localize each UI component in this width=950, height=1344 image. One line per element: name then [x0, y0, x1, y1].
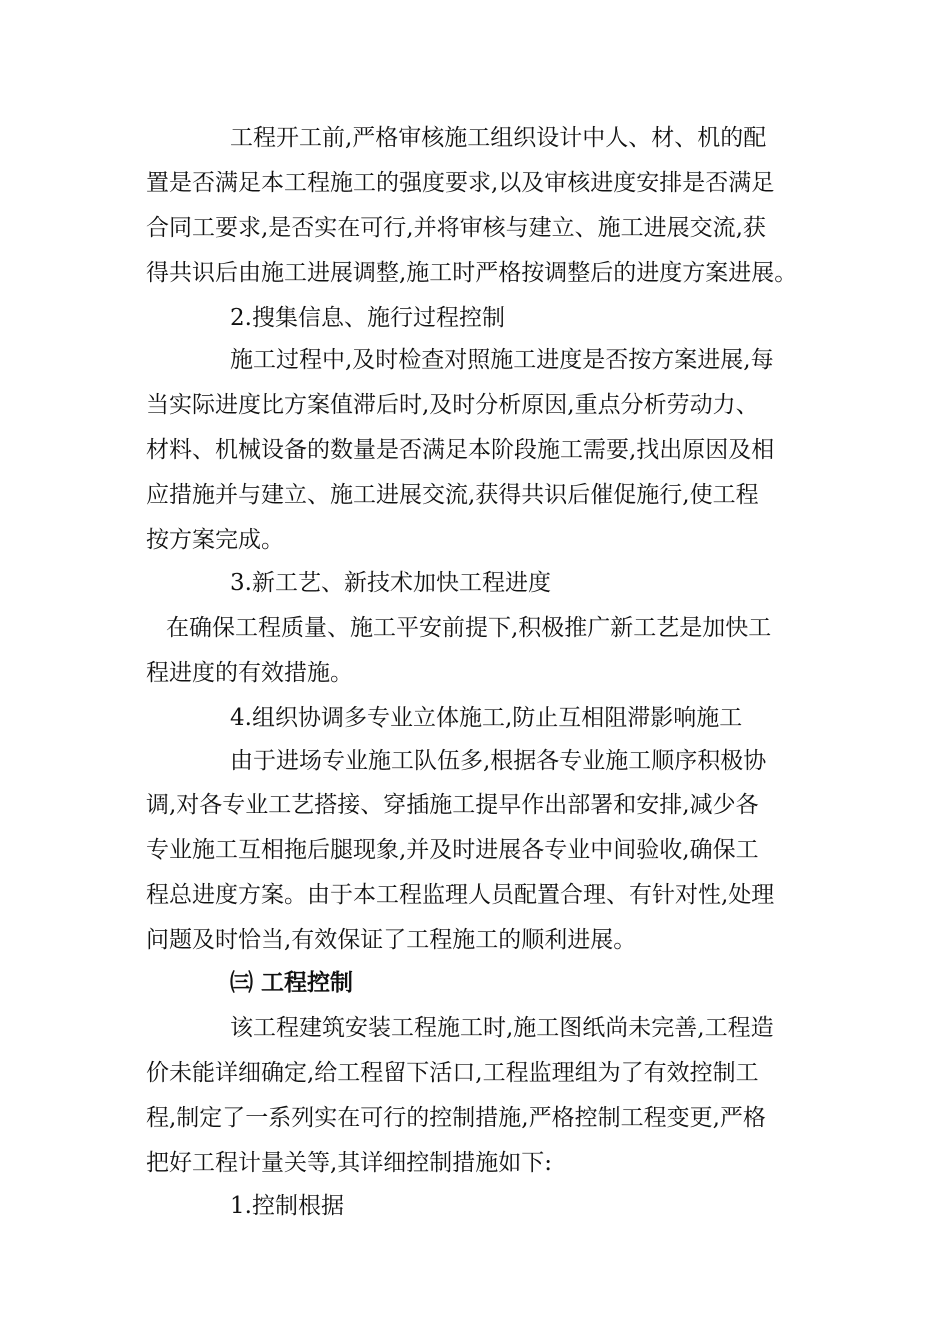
paragraph-line: 应措施并与建立、施工进展交流,获得共识后催促施行,使工程 [146, 482, 759, 508]
subsection-heading: 3.新工艺、新技术加快工程进度 [230, 570, 551, 596]
paragraph-line: 当实际进度比方案值滞后时,及时分析原因,重点分析劳动力、 [146, 392, 759, 418]
paragraph-line: 置是否满足本工程施工的强度要求,以及审核进度安排是否满足 [146, 170, 775, 196]
paragraph-line: 程,制定了一系列实在可行的控制措施,严格控制工程变更,严格 [146, 1105, 766, 1131]
paragraph-line: 在确保工程质量、施工平安前提下,积极推广新工艺是加快工 [166, 615, 772, 641]
paragraph-line: 调,对各专业工艺搭接、穿插施工提早作出部署和安排,减少各 [146, 792, 759, 818]
paragraph-line: 施工过程中,及时检查对照施工进度是否按方案进展,每 [230, 347, 774, 373]
paragraph-line: 专业施工互相拖后腿现象,并及时进展各专业中间验收,确保工 [146, 837, 759, 863]
paragraph-line: 由于进场专业施工队伍多,根据各专业施工顺序积极协 [230, 748, 767, 774]
subsection-heading: 1.控制根据 [230, 1193, 344, 1219]
paragraph-line: 问题及时恰当,有效保证了工程施工的顺利进展。 [146, 927, 637, 953]
paragraph-line: 工程开工前,严格审核施工组织设计中人、材、机的配 [230, 125, 767, 151]
subsection-heading: 4.组织协调多专业立体施工,防止互相阻滞影响施工 [230, 705, 743, 731]
paragraph-line: 材料、机械设备的数量是否满足本阶段施工需要,找出原因及相 [146, 437, 775, 463]
paragraph-line: 把好工程计量关等,其详细控制措施如下: [146, 1150, 553, 1176]
paragraph-line: 合同工要求,是否实在可行,并将审核与建立、施工进展交流,获 [146, 215, 766, 241]
paragraph-line: 得共识后由施工进展调整,施工时严格按调整后的进度方案进展。 [146, 260, 798, 286]
subsection-heading: 2.搜集信息、施行过程控制 [230, 305, 505, 331]
paragraph-line: 程总进度方案。由于本工程监理人员配置合理、有针对性,处理 [146, 882, 775, 908]
section-heading: ㈢ 工程控制 [230, 970, 354, 996]
paragraph-line: 按方案完成。 [146, 527, 284, 553]
paragraph-line: 程进度的有效措施。 [146, 660, 353, 686]
paragraph-line: 价未能详细确定,给工程留下活口,工程监理组为了有效控制工 [146, 1060, 759, 1086]
paragraph-line: 该工程建筑安装工程施工时,施工图纸尚未完善,工程造 [230, 1015, 774, 1041]
